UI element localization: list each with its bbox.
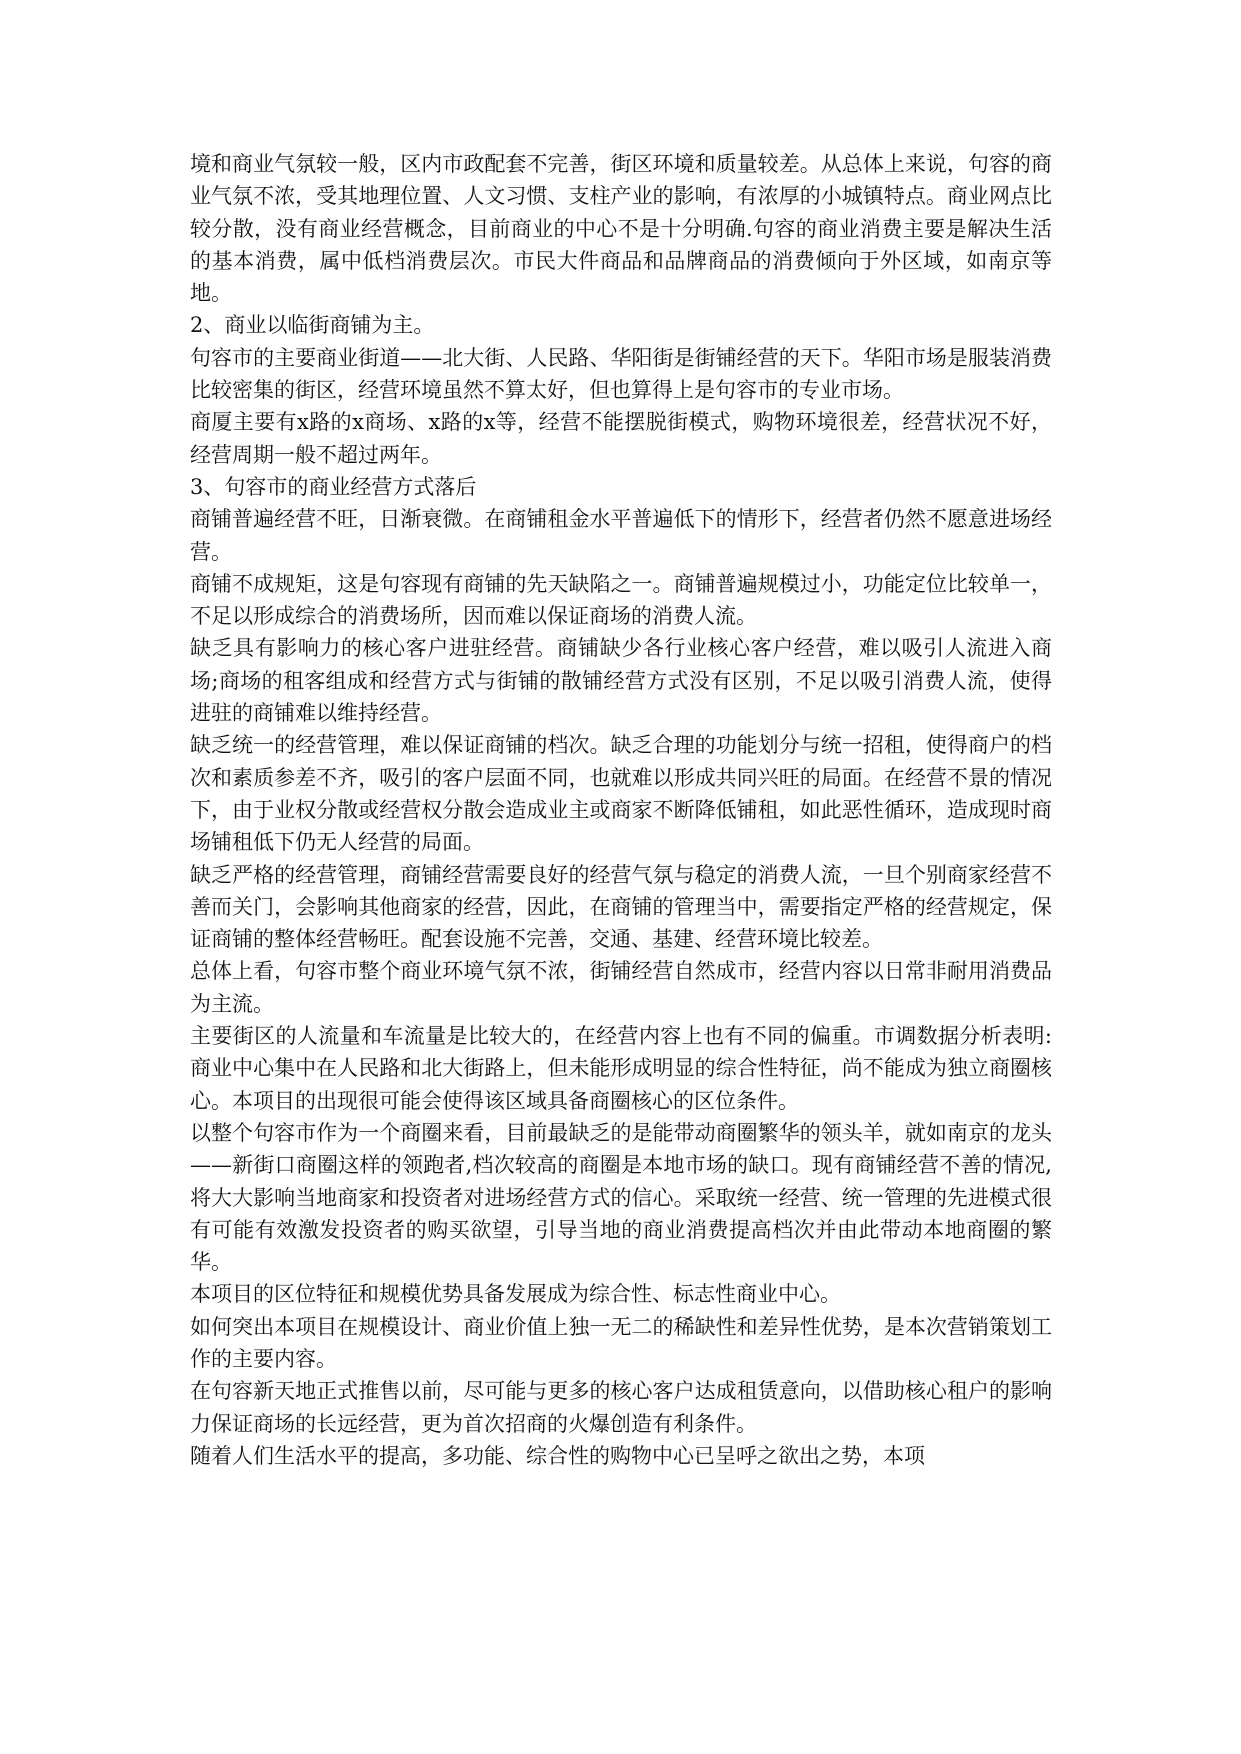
paragraph-unified-management: 缺乏统一的经营管理，难以保证商铺的档次。缺乏合理的功能划分与统一招租，使得商户的档次和素质参差不齐，吸引的客户层面不同，也就难以形成共同兴旺的局面。在经营不景的情况下，由于业权分散或经营权分散会造成业主或商家不断降低铺租，如此恶性循环，造成现时商场铺租低下仍无人经营的局面。 bbox=[190, 733, 1052, 855]
paragraph-core-clients: 缺乏具有影响力的核心客户进驻经营。商铺缺少各行业核心客户经营，难以吸引人流进入商场;商场的租客组成和经营方式与街铺的散铺经营方式没有区别，不足以吸引消费人流，使得进驻的商铺难以维持经营。 bbox=[190, 636, 1052, 726]
paragraph-overall-view: 总体上看，句容市整个商业环境气氛不浓，街铺经营自然成市，经营内容以日常非耐用消费品为主流。 bbox=[190, 959, 1052, 1016]
heading-backward-operation: 3、句容市的商业经营方式落后 bbox=[190, 474, 477, 499]
paragraph-strict-management: 缺乏严格的经营管理，商铺经营需要良好的经营气氛与稳定的消费人流，一旦个别商家经营不善而关门，会影响其他商家的经营，因此，在商铺的管理当中，需要指定严格的经营规定，保证商铺的整体经营畅旺。配套设施不完善，交通、基建、经营环境比较差。 bbox=[190, 862, 1052, 952]
paragraph-shopping-center: 随着人们生活水平的提高，多功能、综合性的购物中心已呈呼之欲出之势，本项 bbox=[190, 1443, 925, 1468]
document-body bbox=[190, 148, 1052, 1472]
paragraph-department-stores: 商厦主要有x路的x商场、x路的x等，经营不能摆脱街模式，购物环境很差，经营状况不好，经营周期一般不超过两年。 bbox=[190, 410, 1052, 467]
paragraph-shop-defects: 商铺不成规矩，这是句容现有商铺的先天缺陷之一。商铺普遍规模过小，功能定位比较单一，不足以形成综合的消费场所，因而难以保证商场的消费人流。 bbox=[190, 571, 1052, 629]
heading-street-shops: 2、商业以临街商铺为主。 bbox=[190, 313, 435, 338]
paragraph-commercial-atmosphere: 境和商业气氛较一般，区内市政配套不完善，街区环境和质量较差。从总体上来说，句容的商业气氛不浓，受其地理位置、人文习惯、支柱产业的影响，有浓厚的小城镇特点。商业网点比较分散，没有商业经营概念，目前商业的中心不是十分明确.句容的商业消费主要是解决生活的基本消费，属中低档消费层次。市民大件商品和品牌商品的消费倾向于外区域，如南京等地。 bbox=[190, 152, 1052, 306]
paragraph-project-location: 本项目的区位特征和规模优势具备发展成为综合性、标志性商业中心。 bbox=[190, 1282, 841, 1307]
paragraph-main-streets: 句容市的主要商业街道——北大街、人民路、华阳街是街铺经营的天下。华阳市场是服装消费比较密集的街区，经营环境虽然不算太好，但也算得上是句容市的专业市场。 bbox=[190, 345, 1052, 403]
paragraph-marketing-focus: 如何突出本项目在规模设计、商业价值上独一无二的稀缺性和差异性优势，是本次营销策划工作的主要内容。 bbox=[190, 1314, 1052, 1371]
paragraph-main-districts: 主要街区的人流量和车流量是比较大的，在经营内容上也有不同的偏重。市调数据分析表明:商业中心集中在人民路和北大街路上，但未能形成明显的综合性特征，尚不能成为独立商圈核心。本项目的出现很可能会使得该区域具备商圈核心的区位条件。 bbox=[190, 1024, 1052, 1113]
paragraph-business-circle: 以整个句容市作为一个商圈来看，目前最缺乏的是能带动商圈繁华的领头羊，就如南京的龙头——新街口商圈这样的领跑者,档次较高的商圈是本地市场的缺口。现有商铺经营不善的情况,将大大影响当地商家和投资者对进场经营方式的信心。采取统一经营、统一管理的先进模式很有可能有效激发投资者的购买欲望，引导当地的商业消费提高档次并由此带动本地商圈的繁华。 bbox=[190, 1120, 1052, 1275]
paragraph-pre-leasing: 在句容新天地正式推售以前，尽可能与更多的核心客户达成租赁意向，以借助核心租户的影响力保证商场的长远经营，更为首次招商的火爆创造有利条件。 bbox=[190, 1379, 1052, 1436]
paragraph-weak-business: 商铺普遍经营不旺，日渐衰微。在商铺租金水平普遍低下的情形下，经营者仍然不愿意进场经营。 bbox=[190, 507, 1052, 564]
